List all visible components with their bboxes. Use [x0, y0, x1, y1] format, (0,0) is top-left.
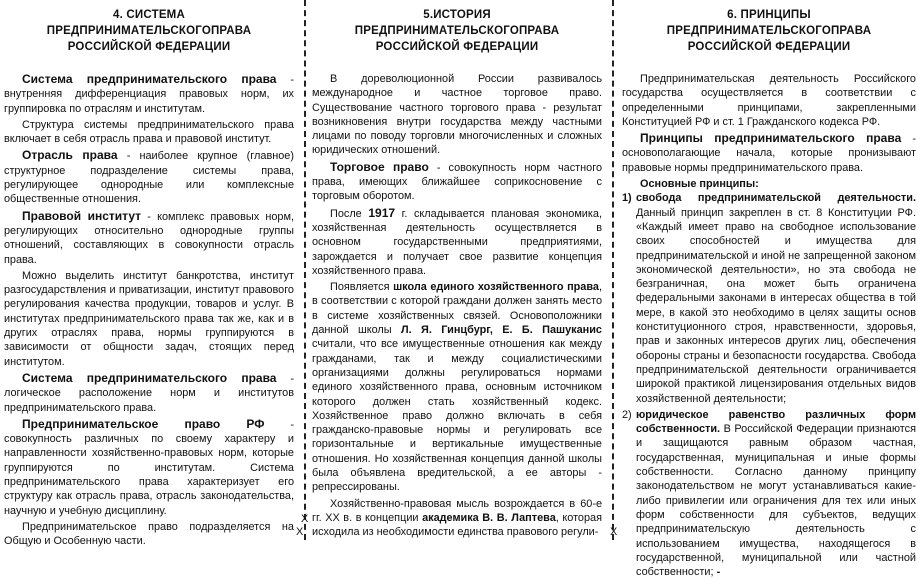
column-separator-1 — [304, 0, 306, 540]
paragraph: После 1917 г. складывается плановая экономика, хозяйственная деятельность осуществляется в основном государственными предприятиями, зарождается и получает свое развитие концепция хозяйственного права. — [312, 205, 602, 277]
paragraph: Хозяйственно-правовая мысль возрождается в 60-е гг. XX в. в концепции академика В. В. Лаптева, которая исходила из необходимости единства правового регули- — [312, 497, 603, 539]
paragraph: Структура системы предпринимательского права включает в себя отрасль права и правовой институт. — [4, 118, 294, 146]
margin-mark: Х — [296, 526, 304, 538]
section-principles-title: 6. ПРИНЦИПЫ ПРЕДПРИНИМАТЕЛЬСКОГОПРАВА РОССИЙСКОЙ ФЕДЕРАЦИИ — [666, 9, 872, 53]
section-history-title: 5.ИСТОРИЯ ПРЕДПРИНИМАТЕЛЬСКОГОПРАВА РОССИЙСКОЙ ФЕДЕРАЦИИ — [354, 9, 560, 53]
section-system — [4, 0, 294, 548]
margin-mark: Х — [301, 513, 309, 525]
paragraph: Система предпринимательского права - внутренняя дифференциация правовых норм, их группировка по отраслям и институтам. — [4, 72, 294, 115]
paragraph: Предпринимательское право подразделяется на Общую и Особенную части. — [4, 520, 294, 548]
paragraph: Основные принципы: — [640, 178, 759, 191]
paragraph: Система предпринимательского права - логическое расположение норм и институтов предпринимательского права. — [4, 370, 294, 414]
list-item: 2) юридическое равенство различных форм собственности. В Российской Федерации признаются и защищаются равным образом частная, государственная, муниципальная и иные формы собственности. Согласно данному принципу законодательством не могут устанавливаться какие-либо привилегии или ограничения для тех или иных форм собственности для субъектов, ведущих предпринимательскую деятельность с использованием имущества, находящегося в государственной, муниципальной или частной собственности; - — [622, 408, 916, 579]
paragraph: Отрасль права - наиболее крупное (главное) структурное подразделение системы права, регулирующее однородные или комплексные общественные отношения. — [4, 148, 294, 206]
paragraph: Предпринимательское право РФ - совокупность различных по своему характеру и направленности хозяйственно-правовых норм, которые группируются по институтам. Система предпринимательского права характеризует его структуру как отрасль права, отрасль законодательства, научную и учебную дисциплину. — [4, 416, 294, 517]
paragraph: Торговое право - совокупность норм частного права, имеющих ближайшее соприкосновение с торговым оборотом. — [312, 159, 603, 203]
paragraph: Принципы предпринимательского права - основополагающие начала, которые пронизывают правовые нормы предпринимательского права. — [622, 131, 916, 174]
paragraph: Можно выделить институт банкротства, институт разгосударствления и приватизации, институт правового регулирования качества продукции, товаров и услуг. В институтах предпринимательского права так же, как и в других отраслях права, нормы группируются в зависимости от общности задач, стоящих перед институтом. — [4, 269, 294, 368]
column-separator-2 — [612, 0, 614, 540]
section-system-title: 4. СИСТЕМА ПРЕДПРИНИМАТЕЛЬСКОГОПРАВА РОССИЙСКОЙ ФЕДЕРАЦИИ — [46, 9, 252, 53]
paragraph: Предпринимательская деятельность Российского государства осуществляется в соответствии с определенными принципами, закрепленными Конституцией РФ и ст. 1 Гражданского кодекса РФ. — [622, 73, 916, 128]
margin-mark: Х — [610, 526, 618, 538]
list-item: 1) свобода предпринимательской деятельности. Данный принцип закреплен в ст. 8 Конституции РФ. «Каждый имеет право на свободное использование своих способностей и имущества для предпринимательской и иной не запрещенной законом экономической деятельности», но эта свобода не безграничная, она может быть ограничена федеральными законами в интересах общества в той мере, в какой это необходимо в целях защиты основ конституционного строя, нравственности, здоровья, прав и законных интересов других лиц, обеспечения обороны страны и безопасности государства. Свобода предпринимательской деятельности ограничивается широкой практикой лицензирования отдельных видов хозяйственной деятельности; — [622, 192, 916, 405]
paragraph: В дореволюционной России развивалось международное и частное торговое право. Существование частного торгового права - результат возникновения внутри государства между частными лицами по поводу торговли многочисленных и сложных юридических отношений. — [312, 73, 602, 157]
section-principles — [622, 0, 916, 579]
paragraph: Появляется школа единого хозяйственного права, в соответствии с которой граждани должен занять место в системе хозяйственных связей. Основоположники данной школы Л. Я. Гинцбург, Е. Б. Пашуканис считали, что все имущественные отношения как между гражданами, так и между социалистическими организациями должны регулироваться нормами единого хозяйственного права, основным источником которого должен стать хозяйственный кодекс. Хозяйственное право должно включать в себя гражданско-правовые нормы и регулировать все горизонтальные и вертикальные имущественные отношения. Но хозяйственная концепция данной школы была объявлена вредительской, а ее авторы - репрессированы. — [312, 281, 603, 494]
section-history — [312, 0, 602, 540]
paragraph: Правовой институт - комплекс правовых норм, регулирующих относительно однородные группы отношений, составляющих в совокупности отрасль права. — [4, 208, 294, 266]
